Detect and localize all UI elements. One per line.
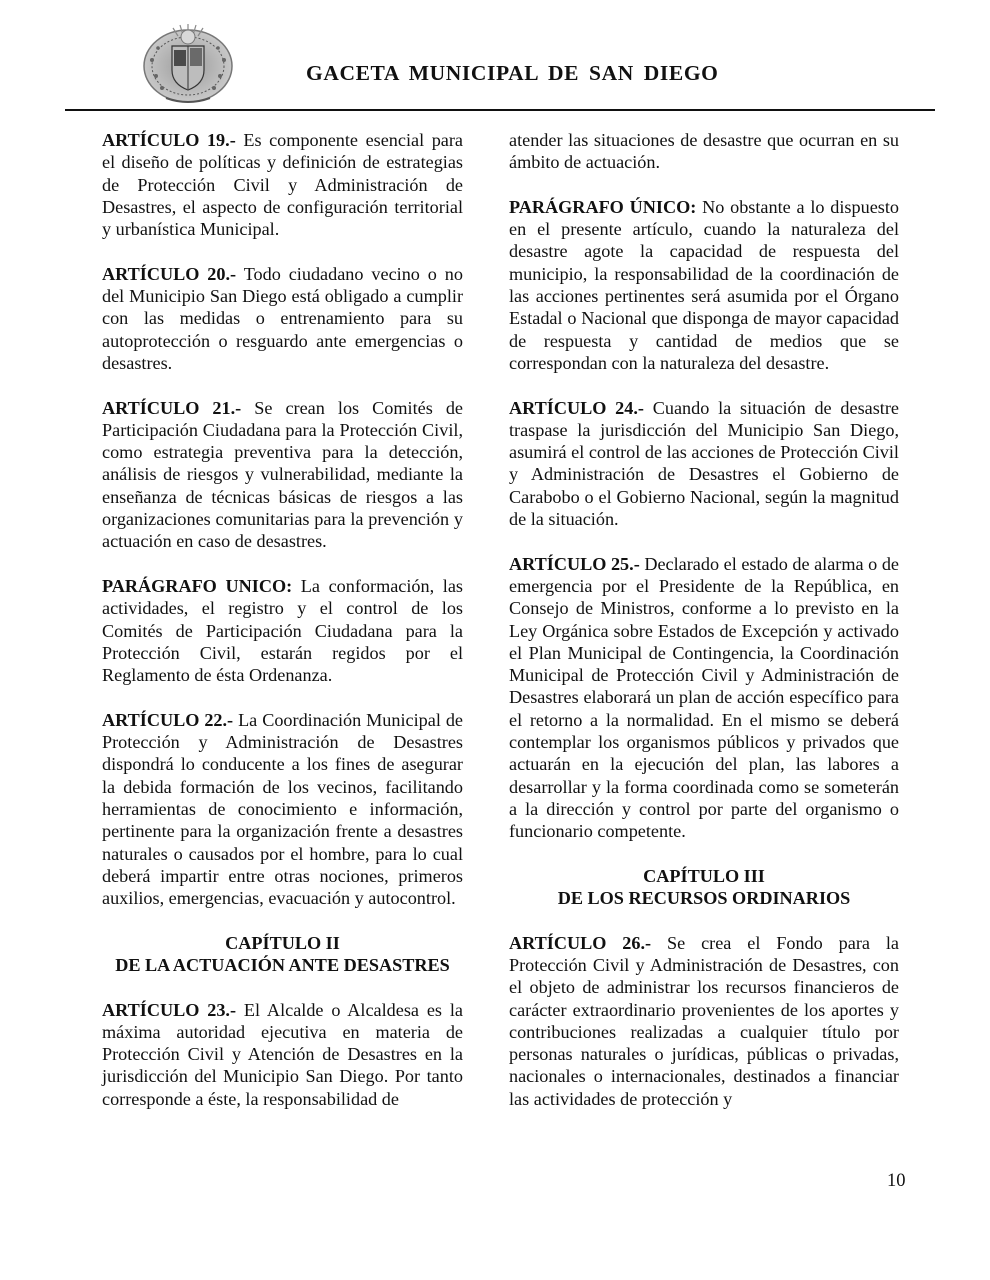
article-19 [102, 129, 463, 240]
paragrafo-unico-21-label: PARÁGRAFO UNICO: [102, 575, 293, 596]
article-21 [102, 397, 463, 553]
paragrafo-unico-21 [102, 575, 463, 686]
article-22 [102, 709, 463, 910]
header-divider [65, 109, 935, 111]
article-22-label: ARTÍCULO 22.- [102, 709, 234, 730]
chapter-3-title: DE LOS RECURSOS ORDINARIOS [557, 888, 851, 909]
article-22-text: La Coordinación Municipal de Protección y Administración de Desastres dispondrá lo conducente a los fines de asegurar la debida formación de los vecinos, facilitando herramientas de conocimiento e información, pertinente para la organización frente a desastres naturales o causados por el hombre, para lo cual deberá impartir entre otras nociones, primeros auxilios, emergencias, evacuación y autocontrol. [102, 709, 463, 909]
chapter-3-heading [509, 865, 899, 910]
article-23-continued [509, 129, 899, 174]
article-20-text: Todo ciudadano vecino o no del Municipio San Diego está obligado a cumplir con las medidas o entrenamiento para su autoprotección o resguardo ante emergencias o desastres. [102, 263, 463, 373]
chapter-3-number: CAPÍTULO III [643, 865, 765, 886]
article-20 [102, 263, 463, 374]
article-19-text: Es componente esencial para el diseño de políticas y definición de estrategias de Protección Civil y Administración de Desastres, el aspecto de configuración territorial y urbanística Municipal. [102, 130, 464, 240]
article-24-text: Cuando la situación de desastre traspase la jurisdicción del Municipio San Diego, asumirá el control de las acciones de Protección Civil y Administración de Desastres el Gobierno de Carabobo o el Gobierno Nacional, según la magnitud de la situación. [509, 397, 899, 530]
article-26-label: ARTÍCULO 26.- [509, 932, 652, 953]
article-26 [509, 932, 899, 1110]
article-21-text: Se crean los Comités de Participación Ciudadana para la Protección Civil, como estrategia preventiva para la detección, análisis de riesgos y vulnerabilidad, mediante la enseñanza de técnicas básicas de riesgos a las organizaciones comunitarias para la prevención y actuación en caso de desastres. [102, 397, 463, 552]
paragrafo-unico-21-text: La conformación, las actividades, el registro y el control de los Comités de Participación Ciudadana para la Protección Civil, estarán regidos por el Reglamento de ésta Ordenanza. [102, 575, 463, 686]
paragrafo-unico-23 [509, 196, 899, 374]
article-19-label: ARTÍCULO 19.- [102, 130, 236, 150]
chapter-2-number: CAPÍTULO II [225, 932, 340, 953]
article-23-continued-text: atender las situaciones de desastre que ocurran en su ámbito de actuación. [509, 130, 899, 173]
article-25-text: Declarado el estado de alarma o de emergencia por el Presidente de la República, en Consejo de Ministros, conforme a lo previsto en la Ley Orgánica sobre Estados de Excepción y activado el Plan Municipal de Contingencia, la Coordinación Municipal de Protección Civil y Administración de Desastres elaborará un plan de acción específico para el retorno a la normalidad. En el mismo se deberá contemplar los organismos públicos y privados que actuarán en la ejecución del plan, las labores a desarrollar y la forma coordinada como se someterán a la dirección y control por parte del organismo o funcionario competente. [509, 553, 899, 842]
paragrafo-unico-23-label: PARÁGRAFO ÚNICO: [509, 196, 697, 217]
article-26-text: Se crea el Fondo para la Protección Civil y Administración de Desastres, con el objeto de administrar los recursos financieros de carácter extraordinario provenientes de los aportes y contribuciones realizadas a cualquier título por personas naturales o jurídicas, públicas o privadas, nacionales o internacionales, destinados a financiar las actividades de protección y [509, 932, 899, 1109]
right-column [509, 129, 899, 1132]
article-24-label: ARTÍCULO 24.- [509, 397, 644, 418]
article-23-label: ARTÍCULO 23.- [102, 999, 237, 1020]
chapter-2-heading [102, 932, 463, 977]
article-23-text: El Alcalde o Alcaldesa es la máxima autoridad ejecutiva en materia de Protección Civil y Atención de Desastres en la jurisdicción del Municipio San Diego. Por tanto corresponde a éste, la responsabilidad de [102, 999, 463, 1109]
left-column [102, 129, 463, 1132]
article-25 [509, 553, 899, 843]
article-21-label: ARTÍCULO 21.- [102, 397, 242, 418]
article-20-label: ARTÍCULO 20.- [102, 263, 237, 284]
municipal-coat-of-arms-icon [132, 20, 244, 106]
article-23 [102, 999, 463, 1110]
paragrafo-unico-23-text: No obstante a lo dispuesto en el presente artículo, cuando la naturaleza del desastre agote la capacidad de respuesta del municipio, la responsabilidad de la coordinación de las acciones pertinentes será asumida por el Órgano Estadal o Nacional que disponga de mayor capacidad de respuesta y cantidad de medios que se correspondan con la naturaleza del desastre. [509, 196, 899, 373]
article-25-label: ARTÍCULO 25.- [509, 553, 640, 574]
chapter-2-title: DE LA ACTUACIÓN ANTE DESASTRES [115, 954, 450, 975]
page-number: 10 [887, 1171, 906, 1191]
article-24 [509, 397, 899, 531]
gazette-title: GACETA MUNICIPAL DE SAN DIEGO [306, 61, 719, 85]
